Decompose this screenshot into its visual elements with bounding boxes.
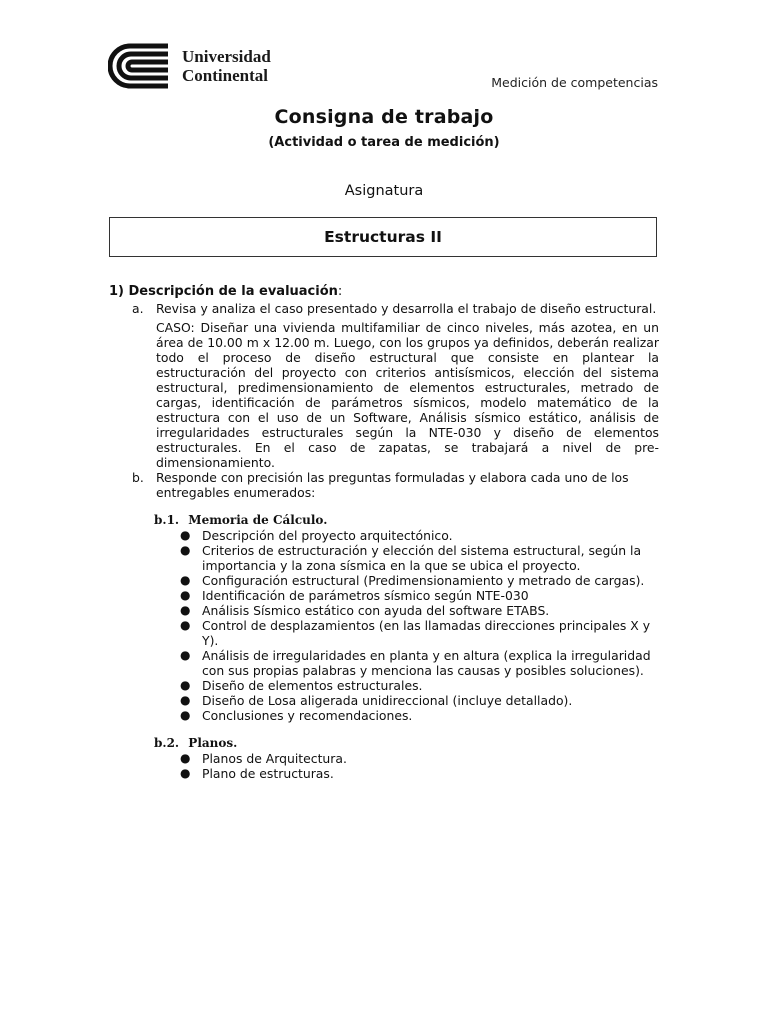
evaluation-description <box>109 284 659 781</box>
case-line: cargas, identificación de parámetros sísmicos, modelo matemático de la <box>156 395 659 410</box>
list-item <box>180 693 659 708</box>
section-title-colon: : <box>337 284 343 299</box>
bullet-icon: ● <box>180 588 191 602</box>
list-item-text: Descripción del proyecto arquitectónico. <box>202 528 453 543</box>
list-item-text: Planos de Arquitectura. <box>202 751 347 766</box>
section-title <box>109 284 659 299</box>
list-item <box>180 766 659 781</box>
bullet-icon: ● <box>180 648 191 662</box>
list-item <box>180 588 659 603</box>
case-line: estructura con el uso de un Software, Análisis sísmico estático, análisis de <box>156 410 659 425</box>
list-item <box>180 543 659 573</box>
bullet-icon: ● <box>180 573 191 587</box>
item-b <box>109 470 659 500</box>
case-line: área de 10.00 m x 12.00 m. Luego, con los grupos ya definidos, deberán realizar <box>156 335 659 350</box>
bullet-icon: ● <box>180 693 191 707</box>
list-item <box>180 528 659 543</box>
course-name: Estructuras II <box>324 228 442 246</box>
course-box <box>109 217 657 257</box>
list-item-text: Análisis de irregularidades en planta y en altura (explica la irregularidad con sus propias palabras y menciona las causas y posibles soluciones). <box>202 648 651 678</box>
page-subtitle: (Actividad o tarea de medición) <box>268 135 500 150</box>
b1-list <box>109 528 659 723</box>
bullet-icon: ● <box>180 751 191 765</box>
list-item-text: Plano de estructuras. <box>202 766 334 781</box>
section-title-text: 1) Descripción de la evaluación <box>109 284 338 299</box>
list-item <box>180 648 659 678</box>
university-name-line2: Continental <box>182 66 268 85</box>
b2-number: b.2. <box>154 736 180 750</box>
asignatura-label: Asignatura <box>344 183 424 199</box>
bullet-icon: ● <box>180 543 191 557</box>
b2-list <box>109 751 659 781</box>
list-item <box>180 618 659 648</box>
list-item-text: Control de desplazamientos (en las llamadas direcciones principales X y Y). <box>202 618 651 648</box>
list-item-text: Diseño de elementos estructurales. <box>202 678 423 693</box>
list-item <box>180 708 659 723</box>
list-item-text: Diseño de Losa aligerada unidireccional (incluye detallado). <box>202 693 573 708</box>
list-item-text: Análisis Sísmico estático con ayuda del software ETABS. <box>202 603 550 618</box>
university-logo <box>108 42 271 90</box>
case-line: estructuración del proyecto con criterios antisísmicos, elección del sistema <box>156 365 659 380</box>
b1-number: b.1. <box>154 513 180 527</box>
case-line: dimensionamiento. <box>156 455 275 470</box>
case-line: CASO: Diseñar una vivienda multifamiliar de cinco niveles, más azotea, en un <box>156 320 659 335</box>
item-a-text: Revisa y analiza el caso presentado y desarrolla el trabajo de diseño estructural. <box>156 301 657 316</box>
item-b-text: Responde con precisión las preguntas formuladas y elabora cada uno de los entregables enumerados: <box>156 470 629 500</box>
b2-heading <box>109 736 659 751</box>
list-item <box>180 573 659 588</box>
case-line: estructurales. En el caso de zapatas, se trabajará a nivel de pre- <box>156 440 659 455</box>
item-a <box>109 301 659 316</box>
item-a-marker: a. <box>132 301 144 316</box>
case-line: todo el proceso de diseño estructural que consiste en plantear la <box>156 350 659 365</box>
bullet-icon: ● <box>180 528 191 542</box>
item-b-marker: b. <box>132 470 144 485</box>
list-item <box>180 603 659 618</box>
list-item-text: Configuración estructural (Predimensionamiento y metrado de cargas). <box>202 573 645 588</box>
university-logo-icon <box>108 42 172 90</box>
case-paragraph <box>109 320 659 470</box>
university-name-line1: Universidad <box>182 47 271 66</box>
b2-title: Planos. <box>188 736 238 750</box>
bullet-icon: ● <box>180 618 191 632</box>
bullet-icon: ● <box>180 603 191 617</box>
page-title: Consigna de trabajo <box>274 106 494 128</box>
list-item-text: Criterios de estructuración y elección del sistema estructural, según la importancia y la zona sísmica en la que se ubica el proyecto. <box>202 543 642 573</box>
case-line: estructural, predimensionamiento de elementos estructurales, metrado de <box>156 380 659 395</box>
bullet-icon: ● <box>180 708 191 722</box>
bullet-icon: ● <box>180 766 191 780</box>
bullet-icon: ● <box>180 678 191 692</box>
list-item-text: Identificación de parámetros sísmico según NTE-030 <box>202 588 529 603</box>
case-line: irregularidades estructurales según la NTE-030 y diseño de elementos <box>156 425 659 440</box>
list-item-text: Conclusiones y recomendaciones. <box>202 708 413 723</box>
b1-heading <box>109 513 659 528</box>
list-item <box>180 678 659 693</box>
b1-title: Memoria de Cálculo. <box>188 513 328 527</box>
header-label: Medición de competencias <box>491 75 658 90</box>
list-item <box>180 751 659 766</box>
